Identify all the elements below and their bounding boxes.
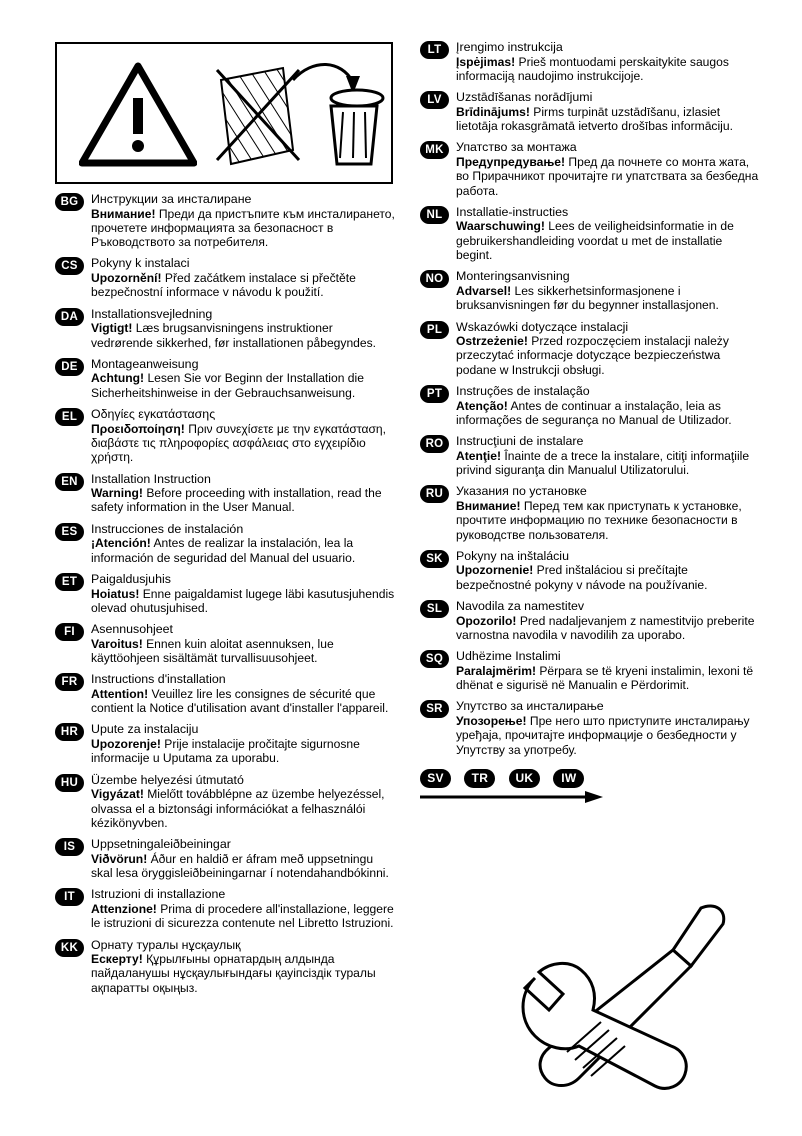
- language-entry: [420, 599, 760, 642]
- language-entry: [420, 320, 760, 377]
- entry-title: Asennusohjeet: [91, 622, 173, 637]
- entry-title: Uzstādīšanas norādījumi: [456, 90, 593, 105]
- entry-body: [456, 714, 760, 757]
- language-badge: SK: [420, 550, 449, 568]
- entry-title: Uppsetningaleiðbeiningar: [91, 837, 231, 852]
- entry-title: Инструкции за инсталиране: [91, 192, 252, 206]
- language-badge: DA: [55, 308, 84, 326]
- body-text: Pred nadaljevanjem z namestitvijo preberite varnostna navodila v navodilih za uporabo.: [456, 613, 755, 642]
- language-badge: PT: [420, 385, 449, 403]
- language-badge: SV: [420, 769, 451, 788]
- entry-body: [91, 371, 395, 400]
- warning-word: Atenção!: [456, 398, 508, 413]
- language-entry: [420, 384, 760, 427]
- warning-word: Paralajmërim!: [456, 663, 536, 678]
- language-badge: EN: [55, 473, 84, 491]
- entry-body: [456, 105, 760, 134]
- body-text: Înainte de a trece la instalare, citiţi informaţiile privind siguranţa din Manualul Utilizatorului.: [456, 448, 750, 478]
- language-badge: NO: [420, 270, 449, 288]
- language-badge: CS: [55, 257, 84, 275]
- body-text: Përpara se të kryeni instalimin, lexoni të dhënat e sigurisë në Manualin e Përdorimit.: [456, 663, 754, 693]
- entry-body: [91, 952, 395, 995]
- language-badge: FR: [55, 673, 84, 691]
- body-text: Πριν συνεχίσετε με την εγκατάσταση, διαβάστε τις πληροφορίες ασφάλειας στο εγχειρίδιο χρήστη.: [91, 421, 387, 465]
- warning-word: Advarsel!: [456, 283, 512, 298]
- warning-word: Viðvörun!: [91, 851, 148, 866]
- entry-body: [91, 687, 395, 716]
- entry-title: Üzembe helyezési útmutató: [91, 772, 244, 787]
- body-text: Prieš montuodami perskaitykite saugos informaciją naudojimo instrukcijoje.: [456, 54, 729, 83]
- warning-word: Attention!: [91, 686, 149, 701]
- entry-body: [91, 486, 395, 515]
- language-entry: [55, 192, 395, 249]
- warning-word: Upozornění!: [91, 271, 162, 286]
- entry-body: [456, 284, 760, 313]
- entry-body: [456, 334, 760, 377]
- language-badge: UK: [509, 769, 540, 788]
- body-text: Les sikkerhetsinformasjonene i bruksanvisningen før du begynner installasjonen.: [456, 283, 719, 313]
- entry-title: Wskazówki dotyczące instalacji: [456, 319, 629, 334]
- entry-title: Montageanweisung: [91, 356, 199, 371]
- body-text: Veuillez lire les consignes de sécurité que contient la Notice d'utilisation avant d'installer l'appareil.: [91, 686, 389, 716]
- warning-word: Ostrzeżenie!: [456, 334, 528, 349]
- language-entry: [420, 140, 760, 197]
- warning-word: Varoitus!: [91, 636, 143, 651]
- language-badge: RU: [420, 485, 449, 503]
- body-text: Пред да почнете со монта жата, во Прирачникот прочитајте ги упатствата за безбедна работа.: [456, 154, 759, 198]
- language-badge: LV: [420, 91, 449, 109]
- warning-word: Внимание!: [456, 498, 521, 513]
- body-text: Ennen kuin aloitat asennuksen, lue käyttöohjeen sisältämät turvallisuusohjeet.: [91, 636, 334, 665]
- warning-word: ¡Atención!: [91, 536, 151, 551]
- language-entry: [420, 269, 760, 312]
- entry-body: [456, 614, 760, 643]
- entry-title: Instrucţiuni de instalare: [456, 434, 584, 449]
- language-badge: SQ: [420, 650, 449, 668]
- body-text: Antes de realizar la instalación, lea la información de seguridad del Manual del usuario.: [91, 536, 356, 565]
- entry-body: [456, 664, 760, 693]
- language-entry: [55, 887, 395, 930]
- body-text: Prima di procedere all'installazione, leggere le istruzioni di sicurezza contenute nel Libretto Istruzioni.: [91, 901, 394, 931]
- entry-body: [91, 787, 395, 830]
- body-text: Пре него што приступите инсталирању уређаја, прочитајте информације о безбедности у Упутству за употребу.: [456, 714, 750, 757]
- continuation-arrow-icon: [420, 790, 605, 804]
- language-entry: [55, 357, 395, 400]
- body-text: Mielőtt továbblépne az üzembe helyezéssel, olvassa el a biztonsági információkat a felhasználói kézikönyvben.: [91, 787, 385, 830]
- language-column-left: [55, 192, 395, 1002]
- entry-body: [456, 155, 760, 198]
- warning-word: Предупредување!: [456, 154, 566, 169]
- entry-title: Navodila za namestitev: [456, 599, 585, 614]
- language-badge: RO: [420, 435, 449, 453]
- entry-title: Οδηγίες εγκατάστασης: [91, 407, 216, 422]
- language-badge: IT: [55, 888, 84, 906]
- language-entry: [55, 572, 395, 615]
- body-text: Lees de veiligheidsinformatie in de gebruikershandleiding voordat u met de installatie begint.: [456, 219, 734, 263]
- entry-title: Pokyny k instalaci: [91, 256, 190, 271]
- language-badge: IW: [553, 769, 584, 788]
- entry-title: Указания по установке: [456, 484, 587, 499]
- warning-word: Hoiatus!: [91, 586, 140, 601]
- entry-body: [91, 207, 395, 250]
- warning-word: Vigtigt!: [91, 321, 133, 336]
- language-badge: SL: [420, 600, 449, 618]
- entry-title: Упатство за монтажа: [456, 140, 577, 155]
- warning-word: Vigyázat!: [91, 787, 144, 802]
- warning-graphic-box: [55, 42, 393, 184]
- entry-title: Upute za instalaciju: [91, 722, 199, 737]
- entry-title: Įrengimo instrukcija: [456, 40, 563, 54]
- entry-title: Paigaldusjuhis: [91, 571, 171, 586]
- entry-title: Упутство за инсталирање: [456, 699, 604, 714]
- warning-word: Ескерту!: [91, 952, 143, 967]
- entry-body: [91, 902, 395, 931]
- body-text: Áður en haldið er áfram með uppsetningu skal lesa öryggisleiðbeiningarnar í notendahandbókinni.: [91, 851, 389, 881]
- language-entry: [420, 549, 760, 592]
- entry-title: Udhëzime Instalimi: [456, 649, 561, 664]
- body-text: Antes de continuar a instalação, leia as informações de segurança no Manual de Utilizador.: [456, 398, 732, 427]
- language-entry: [420, 649, 760, 692]
- body-text: Læs brugsanvisningens instruktioner vedrørende sikkerhed, før installationen påbegyndes.: [91, 321, 377, 350]
- language-badge: NL: [420, 206, 449, 224]
- entry-body: [456, 563, 760, 592]
- language-entry: [55, 472, 395, 515]
- language-badge: SR: [420, 700, 449, 718]
- entry-title: Орнату туралы нұсқаулық: [91, 937, 241, 952]
- entry-body: [91, 271, 395, 300]
- entry-body: [91, 737, 395, 766]
- warning-word: Упозорење!: [456, 714, 527, 729]
- warning-word: Waarschuwing!: [456, 219, 545, 234]
- entry-title: Instrucciones de instalación: [91, 521, 244, 536]
- entry-body: [91, 637, 395, 666]
- entry-title: Installatie-instructies: [456, 204, 569, 219]
- entry-body: [456, 449, 760, 478]
- entry-body: [91, 852, 395, 881]
- entry-body: [456, 55, 760, 84]
- entry-body: [91, 422, 395, 465]
- language-badge: ET: [55, 573, 84, 591]
- language-entry: [55, 773, 395, 830]
- warning-word: Achtung!: [91, 371, 145, 386]
- language-badge: HU: [55, 774, 84, 792]
- language-entry: [55, 938, 395, 995]
- no-household-waste-icon: [207, 54, 387, 176]
- body-text: Przed rozpoczęciem instalacji należy przeczytać informacje dotyczące bezpieczeństwa podane w Instrukcji obsługi.: [456, 334, 729, 377]
- language-entry: [420, 699, 760, 756]
- language-entry: [55, 256, 395, 299]
- warning-word: Įspėjimas!: [456, 54, 516, 69]
- body-text: Před začátkem instalace si přečtěte bezpečnostní informace v návodu k použití.: [91, 271, 356, 300]
- body-text: Prije instalacije pročitajte sigurnosne informacije u Uputama za uporabu.: [91, 737, 360, 766]
- language-badge: DE: [55, 358, 84, 376]
- body-text: Lesen Sie vor Beginn der Installation die Sicherheitshinweise in der Gebrauchsanweisung.: [91, 371, 364, 400]
- language-entry: [55, 307, 395, 350]
- entry-title: Instructions d'installation: [91, 672, 226, 687]
- entry-title: Installationsvejledning: [91, 306, 213, 321]
- additional-languages-row: [420, 769, 760, 795]
- language-entry: [55, 407, 395, 464]
- warning-word: Upozorenje!: [91, 737, 161, 752]
- entry-title: Installation Instruction: [91, 471, 211, 486]
- warning-word: Attenzione!: [91, 901, 157, 916]
- language-badge: TR: [464, 769, 495, 788]
- body-text: Enne paigaldamist lugege läbi kasutusjuhendis olevad ohutusjuhised.: [91, 586, 395, 615]
- language-badge: BG: [55, 193, 84, 211]
- warning-word: Upozornenie!: [456, 563, 534, 578]
- language-badge: FI: [55, 623, 84, 641]
- wrench-and-screwdriver-icon: [505, 900, 765, 1100]
- language-badge: MK: [420, 141, 449, 159]
- entry-body: [91, 587, 395, 616]
- warning-word: Warning!: [91, 486, 143, 501]
- warning-word: Προειδοποίηση!: [91, 421, 185, 436]
- entry-title: Pokyny na inštaláciu: [456, 548, 569, 563]
- body-text: Преди да пристъпите към инсталирането, прочетете информацията за безопасност в Ръководството за потребителя.: [91, 206, 395, 250]
- warning-word: Внимание!: [91, 206, 156, 221]
- language-entry: [420, 40, 760, 83]
- body-text: Before proceeding with installation, read the safety information in the User Manual.: [91, 486, 382, 515]
- body-text: Pirms turpināt uzstādīšanu, izlasiet lietotāja rokasgrāmatā ietverto drošības informāciju.: [456, 104, 733, 134]
- language-entry: [420, 205, 760, 262]
- warning-word: Atenţie!: [456, 448, 502, 463]
- warning-word: Opozorilo!: [456, 613, 517, 628]
- warning-triangle-icon: [79, 62, 197, 167]
- language-entry: [420, 484, 760, 541]
- entry-body: [456, 499, 760, 542]
- language-badge: PL: [420, 321, 449, 339]
- language-column-right: [420, 40, 760, 795]
- language-entry: [55, 522, 395, 565]
- language-badge: ES: [55, 523, 84, 541]
- language-badge: KK: [55, 939, 84, 957]
- language-entry: [55, 722, 395, 765]
- language-entry: [55, 837, 395, 880]
- language-badge: HR: [55, 723, 84, 741]
- language-entry: [55, 622, 395, 665]
- entry-body: [456, 219, 760, 262]
- language-entry: [420, 434, 760, 477]
- entry-title: Monteringsanvisning: [456, 269, 570, 284]
- entry-body: [456, 399, 760, 428]
- entry-title: Istruzioni di installazione: [91, 887, 226, 902]
- body-text: Құрылғыны орнатардың алдында пайдаланушы нұсқаулығындағы қауіпсіздік туралы ақпаратты оқыңыз.: [91, 952, 376, 995]
- language-entry: [55, 672, 395, 715]
- body-text: Перед тем как приступать к установке, прочтите информацию по технике безопасности в руководстве пользователя.: [456, 498, 742, 542]
- language-badge: IS: [55, 838, 84, 856]
- warning-word: Brīdinājums!: [456, 104, 530, 119]
- body-text: Pred inštaláciou si prečítajte bezpečnostné pokyny v návode na používanie.: [456, 563, 708, 592]
- entry-body: [91, 321, 395, 350]
- entry-body: [91, 536, 395, 565]
- entry-title: Instruções de instalação: [456, 384, 590, 399]
- language-badge: LT: [420, 41, 449, 59]
- language-badge: EL: [55, 408, 84, 426]
- language-entry: [420, 90, 760, 133]
